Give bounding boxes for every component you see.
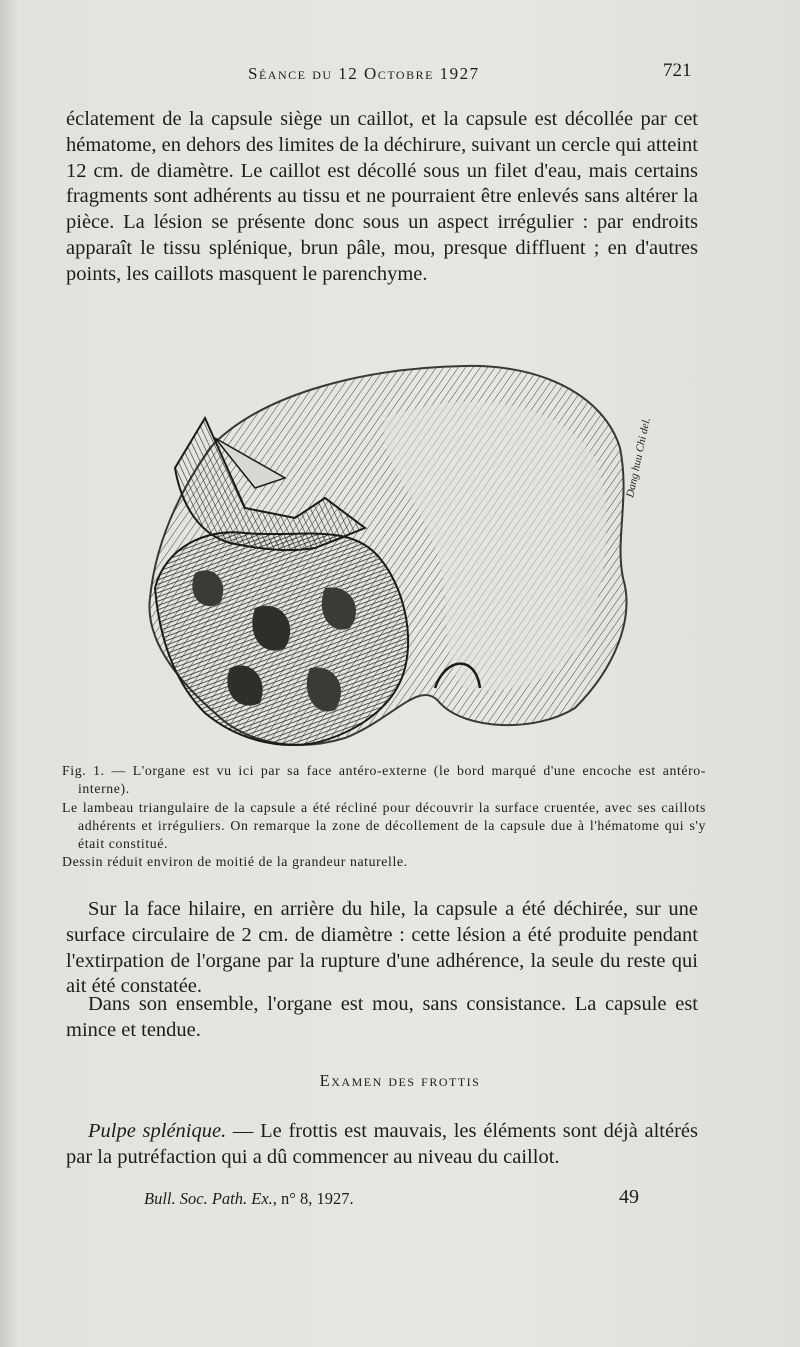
- bulletin-reference: [144, 1189, 354, 1209]
- figure-caption: [62, 762, 706, 872]
- running-head: [0, 60, 800, 90]
- paragraph-splenic-pulp: [66, 1119, 698, 1171]
- caption-text-1: — L'organe est vu ici par sa face antéro-externe (le bord marqué d'une encoche est antéro-interne).: [78, 763, 706, 797]
- caption-line-1: [62, 762, 706, 799]
- paragraph-overall-organ: Dans son ensemble, l'organe est mou, sans consistance. La capsule est mince et tendue.: [66, 993, 698, 1041]
- figure-spleen-drawing: [135, 358, 655, 758]
- page-footer: [0, 1186, 800, 1216]
- section-heading: Examen des frottis: [319, 1071, 481, 1090]
- paragraph-hilar-face: Sur la face hilaire, en arrière du hile, la capsule a été déchirée, sur une surface circulaire de 2 cm. de diamètre : cette lésion a été produite pendant l'extirpation de l'organe par la rupture d'une adhérence, la seule du reste qui ait été constatée.: [66, 898, 698, 998]
- page-number: 721: [663, 60, 692, 81]
- signature-mark: 49: [619, 1186, 639, 1208]
- paragraph-lesion-description: éclatement de la capsule siège un caillot, et la capsule est décollée par cet hématome, en dehors des limites de la déchirure, suivant un cercle qui atteint 12 cm. de diamètre. Le caillot est décollé sous un filet d'eau, mais certains fragments sont adhérents au tissu et ne pourraient être enlevés sans altérer la pièce. La lésion se présente donc sous un aspect irrégulier : par endroits apparaît le tissu splénique, brun pâle, mou, presque diffluent ; en d'autres points, les caillots masquent le parenchyme.: [66, 108, 698, 285]
- caption-line-2: Le lambeau triangulaire de la capsule a été récliné pour découvrir la surface cruentée, avec ses caillots adhérents et irréguliers. On remarque la zone de décollement de la capsule due à l'hématome qui s'y était constitué.: [62, 799, 706, 852]
- caption-line-3: Dessin réduit environ de moitié de la grandeur naturelle.: [62, 854, 408, 870]
- spleen-illustration: [135, 358, 655, 758]
- running-title: Séance du 12 Octobre 1927: [248, 64, 480, 83]
- journal-name: Bull. Soc. Path. Ex.: [144, 1189, 273, 1208]
- caption-label: Fig. 1.: [62, 763, 105, 778]
- issue-info: , n° 8, 1927.: [272, 1189, 354, 1208]
- pulp-label: Pulpe splénique.: [88, 1120, 227, 1142]
- pulp-text: — Le frottis est mauvais, les éléments sont déjà altérés par la putréfaction qui a dû commencer au niveau du caillot.: [66, 1120, 698, 1168]
- artist-signature: Dang huu Chi del.: [624, 416, 653, 499]
